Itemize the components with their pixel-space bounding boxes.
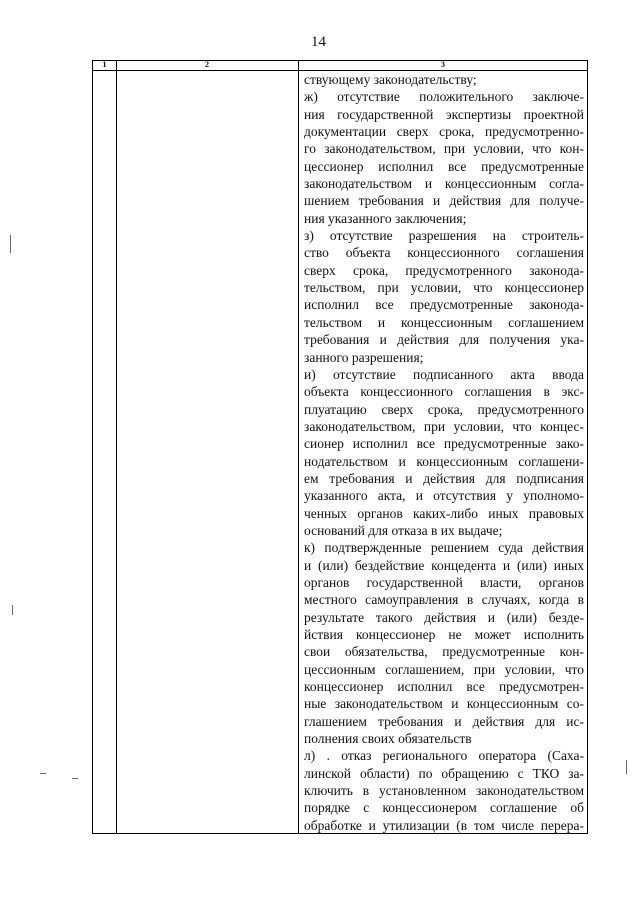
text-line: л) . отказ регионального оператора (Саха- [304, 748, 584, 764]
text-line: полнения своих обязательств [304, 731, 472, 747]
text-line: сионер исполнил все предусмотренные зако- [304, 436, 584, 452]
text-line: сверх срока, предусмотренного законода- [304, 262, 584, 278]
scan-mark [40, 773, 46, 774]
text-line: плуатацию сверх срока, предусмотренного [304, 401, 584, 417]
scan-mark [12, 605, 13, 615]
column-divider-2 [298, 61, 299, 833]
text-line: линской области) по обращению с ТКО за- [304, 765, 584, 781]
text-line: к) подтвержденные решением суда действия [304, 540, 584, 556]
text-line: требования и действия для получения ука- [304, 332, 584, 348]
text-line: объекта концессионного соглашения в экс- [304, 384, 584, 400]
text-line: указанного акта, и отсутствия у уполномо- [304, 488, 584, 504]
text-line: ния указанного заключения; [304, 210, 467, 226]
text-line: ствующему законодательству; [304, 72, 477, 87]
header-col-3: 3 [441, 60, 445, 69]
text-line: ные законодательством и концессионным со- [304, 696, 584, 712]
text-line: йствия концессионер не может исполнить [304, 627, 584, 642]
text-line: нодательством и концессионным соглашени- [304, 453, 584, 469]
text-line: ключить в установленном законодательством [304, 783, 584, 799]
text-line: порядке с концессионером соглашение об [304, 800, 584, 816]
text-line: шением требования и действия для получе- [304, 193, 584, 209]
text-line: глашением требования и действия для ис- [304, 713, 584, 729]
text-line: и) отсутствие подписанного акта ввода [304, 366, 584, 382]
text-line: цессионер исполнил все предусмотренные [304, 158, 584, 174]
column-divider-1 [116, 61, 117, 833]
text-line: законодательством и концессионным согла- [304, 176, 584, 192]
text-line: тельством, при условии, что концессионер [304, 280, 584, 296]
scan-mark [10, 235, 11, 253]
text-line: и (или) бездействие концедента и (или) иных [304, 557, 584, 573]
text-line: обработке и утилизации (в том числе перера- [304, 817, 584, 833]
text-line: тельством и концессионным соглашением [304, 314, 584, 330]
text-line: свои обязательства, предусмотренные кон- [304, 644, 584, 660]
scan-mark [626, 760, 627, 774]
text-line: органов государственной власти, органов [304, 574, 584, 590]
scan-mark [72, 778, 78, 779]
text-line: результате такого действия и (или) безде- [304, 609, 584, 625]
text-line: занного разрешения; [304, 349, 424, 365]
text-line: ния государственной экспертизы проектной [304, 106, 584, 122]
text-line: местного самоуправления в случаях, когда в [304, 592, 584, 608]
page-number: 14 [311, 34, 326, 50]
header-col-2: 2 [205, 60, 209, 69]
header-col-1: 1 [102, 60, 107, 69]
text-line: ж) отсутствие положительного заключе- [304, 89, 584, 105]
text-line: концессионер исполнил все предусмотрен- [304, 679, 584, 695]
text-line: документации сверх срока, предусмотренно- [304, 124, 584, 140]
text-line: го законодательством, при условии, что кон- [304, 141, 584, 157]
text-line: з) отсутствие разрешения на строитель- [304, 228, 584, 244]
text-line: цессионным соглашением, при условии, что [304, 661, 584, 677]
text-line: ство объекта концессионного соглашения [304, 245, 584, 261]
column-3-text [304, 71, 584, 834]
text-line: оснований для отказа в их выдаче; [304, 522, 503, 538]
text-line: ченных органов каких-либо иных правовых [304, 505, 584, 521]
text-line: законодательством, при условии, что концес- [304, 418, 584, 434]
text-line: исполнил все предусмотренные законода- [304, 297, 584, 313]
table-header-row [93, 61, 587, 71]
document-table [92, 60, 588, 834]
text-line: ем требования и действия для подписания [304, 470, 584, 486]
